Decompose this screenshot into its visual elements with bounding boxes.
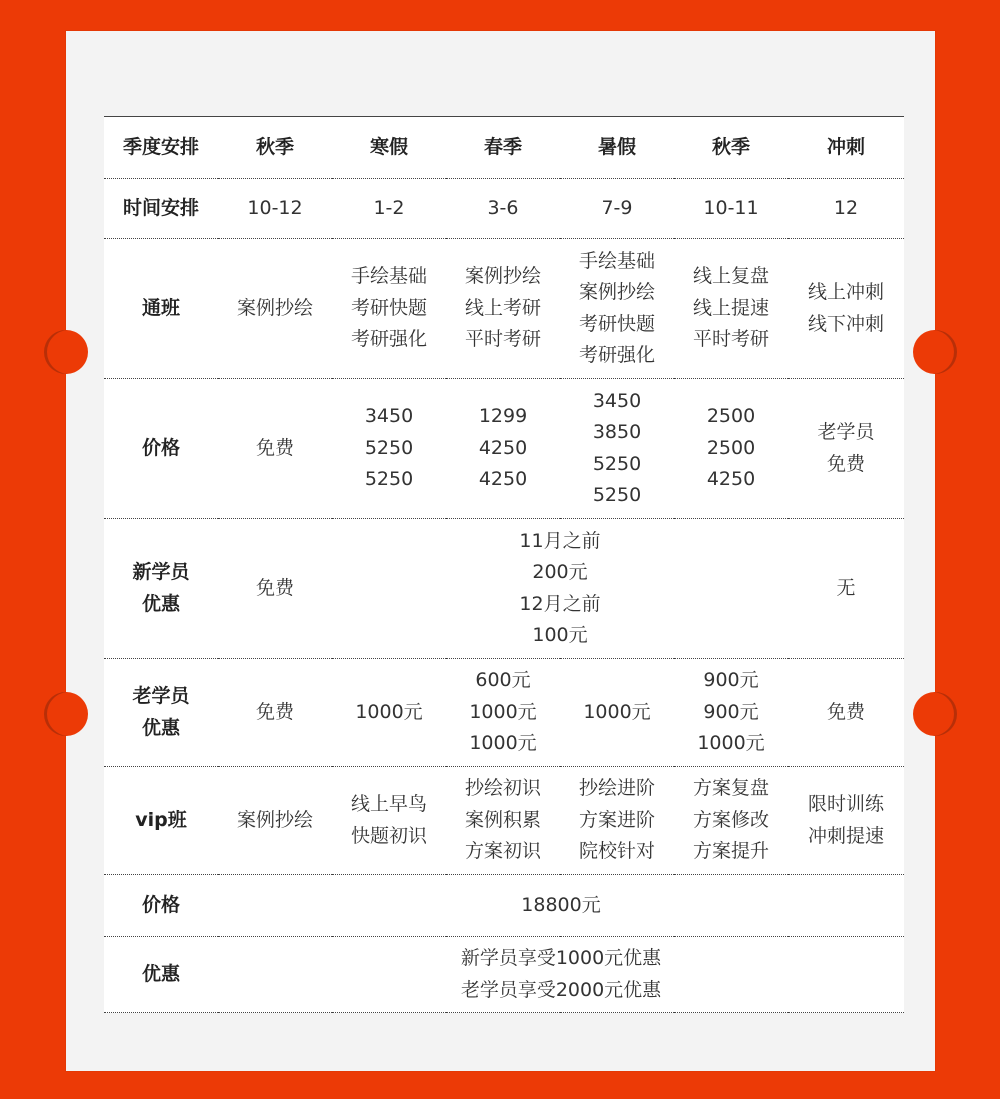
table-cell: 案例抄绘 <box>218 767 332 875</box>
table-cell: 案例抄绘 <box>218 239 332 379</box>
table-cell: 1-2 <box>332 179 446 239</box>
table-cell: 10-12 <box>218 179 332 239</box>
ticket-notch-right-bottom <box>913 692 957 736</box>
ticket-notch-left-top <box>44 330 88 374</box>
table-cell: 案例抄绘 线上考研 平时考研 <box>446 239 560 379</box>
schedule-card <box>66 31 935 1071</box>
table-cell: 抄绘进阶 方案进阶 院校针对 <box>560 767 674 875</box>
table-cell: 秋季 <box>674 117 788 179</box>
table-cell: 寒假 <box>332 117 446 179</box>
table-cell: 免费 <box>218 519 332 659</box>
table-cell: 7-9 <box>560 179 674 239</box>
table-cell: 线上早鸟 快题初识 <box>332 767 446 875</box>
table-cell: 1000元 <box>332 659 446 767</box>
table-cell-merged: 11月之前 200元 12月之前 100元 <box>332 519 788 659</box>
table-cell: 免费 <box>218 379 332 519</box>
table-row <box>104 875 904 937</box>
row-header: 季度安排 <box>104 117 218 179</box>
table-cell-merged: 18800元 <box>218 875 904 937</box>
table-cell: 冲刺 <box>788 117 904 179</box>
table-cell: 限时训练 冲刺提速 <box>788 767 904 875</box>
table-cell: 无 <box>788 519 904 659</box>
table-cell: 春季 <box>446 117 560 179</box>
table-cell: 3-6 <box>446 179 560 239</box>
row-header: 老学员 优惠 <box>104 659 218 767</box>
row-header: 价格 <box>104 379 218 519</box>
table-cell: 10-11 <box>674 179 788 239</box>
table-cell: 3450 5250 5250 <box>332 379 446 519</box>
table-cell: 老学员 免费 <box>788 379 904 519</box>
table-cell: 2500 2500 4250 <box>674 379 788 519</box>
table-cell: 免费 <box>788 659 904 767</box>
table-row <box>104 117 904 179</box>
ticket-notch-left-bottom <box>44 692 88 736</box>
table-cell: 抄绘初识 案例积累 方案初识 <box>446 767 560 875</box>
table-cell: 12 <box>788 179 904 239</box>
table-cell: 手绘基础 考研快题 考研强化 <box>332 239 446 379</box>
table-row <box>104 937 904 1013</box>
row-header: 时间安排 <box>104 179 218 239</box>
table-row <box>104 379 904 519</box>
table-row <box>104 239 904 379</box>
table-cell: 3450 3850 5250 5250 <box>560 379 674 519</box>
table-row <box>104 179 904 239</box>
ticket-notch-right-top <box>913 330 957 374</box>
table-cell: 暑假 <box>560 117 674 179</box>
row-header: 价格 <box>104 875 218 937</box>
table-cell-merged: 新学员享受1000元优惠 老学员享受2000元优惠 <box>218 937 904 1013</box>
table-cell: 线上复盘 线上提速 平时考研 <box>674 239 788 379</box>
row-header: 新学员 优惠 <box>104 519 218 659</box>
row-header: 优惠 <box>104 937 218 1013</box>
row-header: 通班 <box>104 239 218 379</box>
table-cell: 600元 1000元 1000元 <box>446 659 560 767</box>
table-cell: 900元 900元 1000元 <box>674 659 788 767</box>
table-cell: 免费 <box>218 659 332 767</box>
row-header: vip班 <box>104 767 218 875</box>
table-cell: 方案复盘 方案修改 方案提升 <box>674 767 788 875</box>
table-cell: 秋季 <box>218 117 332 179</box>
table-row <box>104 659 904 767</box>
table-row <box>104 767 904 875</box>
schedule-table <box>104 116 904 1013</box>
table-cell: 1299 4250 4250 <box>446 379 560 519</box>
table-cell: 1000元 <box>560 659 674 767</box>
table-row <box>104 519 904 659</box>
table-cell: 手绘基础 案例抄绘 考研快题 考研强化 <box>560 239 674 379</box>
table-cell: 线上冲刺 线下冲刺 <box>788 239 904 379</box>
